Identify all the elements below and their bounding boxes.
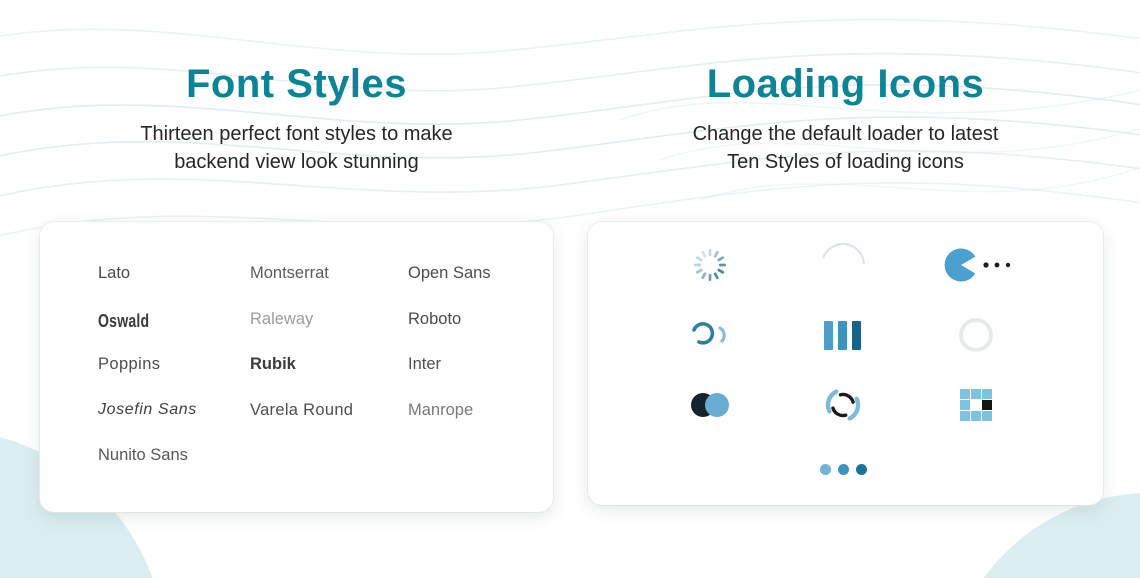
- font-list-column-1: [98, 264, 250, 512]
- pacman-loader-icon: [910, 230, 1043, 300]
- subtitle-line: Ten Styles of loading icons: [727, 151, 964, 173]
- subtitle-line: Change the default loader to latest: [692, 123, 999, 145]
- ring-loader-icon: [910, 300, 1043, 370]
- subtitle-line: Thirteen perfect font styles to make: [140, 123, 453, 145]
- font-name-nunito-sans: Nunito Sans: [98, 446, 188, 464]
- font-styles-card: [40, 222, 553, 512]
- dual-arc-spinner-icon: [643, 300, 776, 370]
- font-name-varela-round: Varela Round: [250, 400, 354, 419]
- font-name-raleway: Raleway: [250, 309, 314, 328]
- font-name-rubik: Rubik: [250, 355, 296, 373]
- font-name-josefin-sans: Josefin Sans: [98, 400, 197, 418]
- font-name-open-sans: Open Sans: [408, 264, 491, 282]
- loading-icons-section: [588, 0, 1103, 176]
- font-name-inter: Inter: [408, 355, 442, 373]
- font-name-manrope: Manrope: [408, 400, 474, 419]
- loading-icons-title: Loading Icons: [706, 62, 985, 106]
- three-bars-loader-icon: [776, 300, 909, 370]
- font-name-poppins: Poppins: [98, 355, 161, 373]
- subtitle-line: backend view look stunning: [174, 151, 419, 173]
- font-styles-title: Font Styles: [185, 62, 408, 106]
- square-grid-loader-icon: [910, 370, 1043, 440]
- font-name-roboto: Roboto: [408, 309, 462, 328]
- loading-icons-card: [588, 222, 1103, 505]
- three-dots-loader-icon: [643, 440, 1043, 498]
- font-list-column-2: [250, 264, 408, 512]
- font-name-lato: Lato: [98, 264, 131, 282]
- font-name-oswald: Oswald: [98, 309, 150, 331]
- thin-arc-spinner-icon: [776, 230, 909, 300]
- dual-ball-loader-icon: [643, 370, 776, 440]
- broken-ring-spinner-icon: [776, 370, 909, 440]
- bottom-right-blob: [945, 493, 1140, 578]
- dash-spinner-icon: [643, 230, 776, 300]
- loader-grid: [643, 230, 1043, 440]
- font-name-montserrat: Montserrat: [250, 264, 329, 282]
- loading-icons-subtitle: [588, 120, 1103, 176]
- font-styles-subtitle: [40, 120, 553, 176]
- font-styles-section: [40, 0, 553, 464]
- font-list-column-3: [408, 264, 548, 512]
